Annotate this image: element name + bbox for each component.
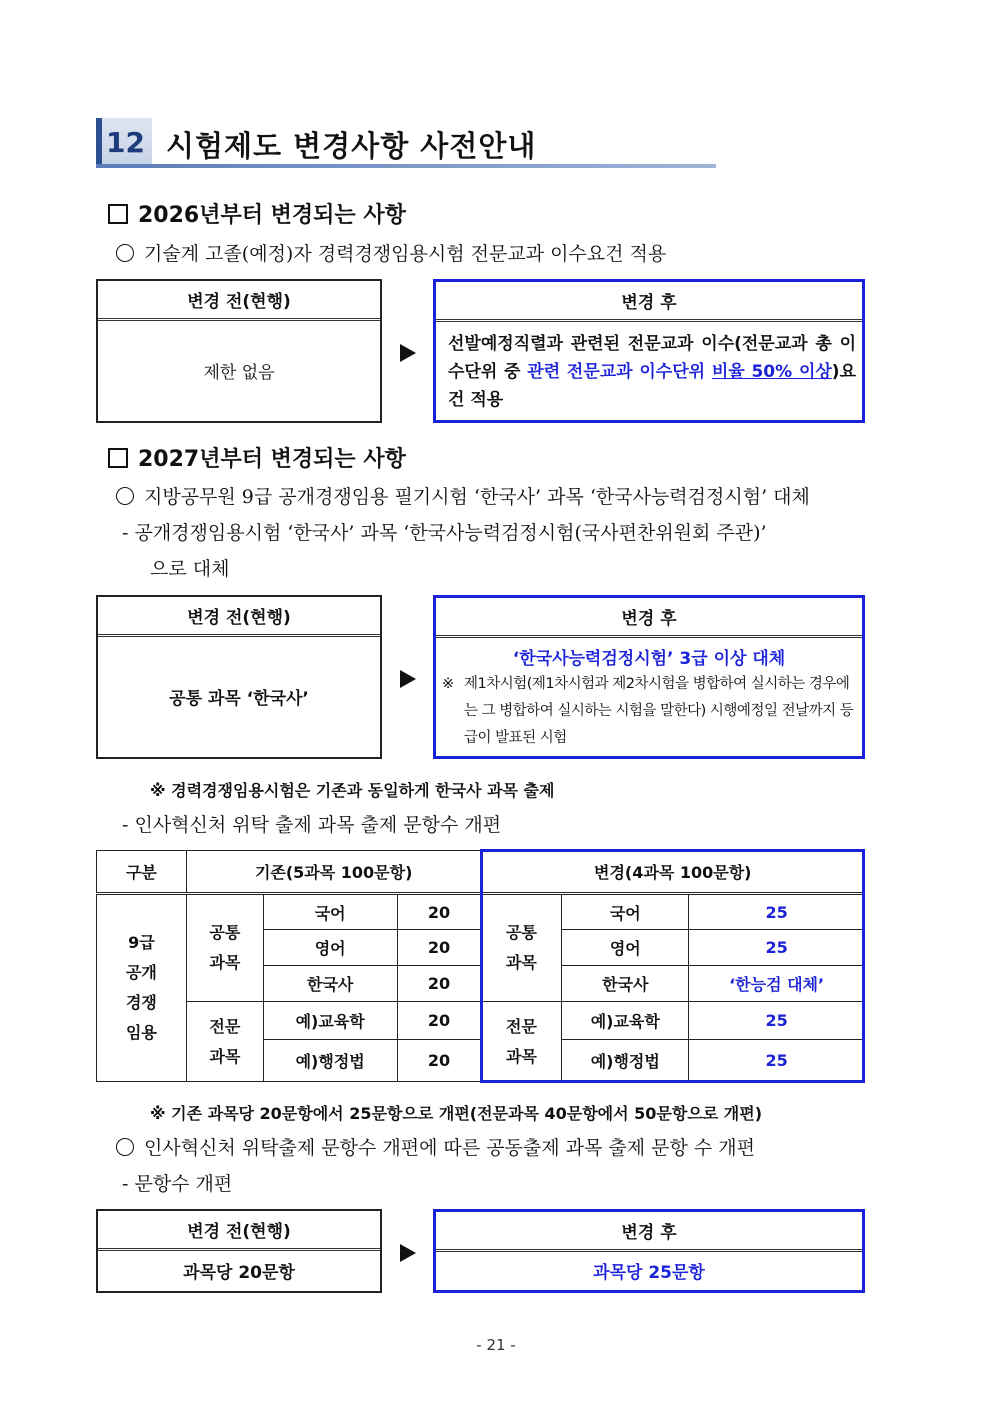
row-group-9th-grade: 9급 공개 경쟁 임용 [97,894,187,1082]
new-count: ‘한능검 대체’ [689,966,865,1002]
before-box-questions [96,1209,382,1293]
old-count: 20 [397,966,481,1002]
title-underline [96,164,716,168]
col-header-category: 구분 [97,851,187,894]
section-2027-sub1-line1: - 공개경쟁임용시험 ‘한국사’ 과목 ‘한국사능력검정시험(국사편찬위원회 주관)’ [122,522,767,544]
new-subject: 한국사 [562,966,689,1002]
old-subject: 예)행정법 [263,1040,397,1082]
arrow-right-icon [400,670,416,688]
after-label: 변경 후 [436,282,862,322]
note-career-exam: ※ 경력경쟁임용시험은 기존과 동일하게 한국사 과목 출제 [150,781,555,800]
old-subject: 예)교육학 [263,1002,397,1040]
arrow-right-icon [400,1244,416,1262]
circle-bullet-icon [116,487,134,505]
exam-comparison-table [96,850,865,1082]
col-header-old: 기존(5과목 100문항) [186,851,481,894]
old-subject: 영어 [263,930,397,966]
section-2026-heading [108,198,406,229]
before-label: 변경 전(현행) [98,597,380,637]
table-note: ※ 기존 과목당 20문항에서 25문항으로 개편(전문과목 40문항에서 50문항으로 개편) [150,1104,763,1123]
new-count: 25 [689,1002,865,1040]
page-title: 시험제도 변경사항 사전안내 [166,129,537,163]
before-box-2026 [96,279,382,423]
after-title: ‘한국사능력검정시험’ 3급 이상 대체 [512,649,786,669]
page-number: - 21 - [476,1336,516,1354]
before-label: 변경 전(현행) [98,281,380,321]
new-subject: 영어 [562,930,689,966]
after-note: ※ 제1차시험(제1차시험과 제2차시험을 병합하여 실시하는 경우에는 그 병합하여 실시하는 시험을 말한다) 시행예정일 전날까지 등급이 발표된 시험 [442,676,854,746]
new-major-label: 전문 과목 [481,1002,562,1082]
square-bullet-icon [108,204,128,224]
before-text: 제한 없음 [203,362,275,383]
after-box-2027 [433,595,865,759]
before-box-2027 [96,595,382,759]
section-2026-title: 2026년부터 변경되는 사항 [138,203,406,228]
after-text: 과목당 25문항 [593,1263,705,1283]
after-box-2026 [433,279,865,423]
new-count: 25 [689,1040,865,1082]
section-2026-item-text: 기술계 고졸(예정)자 경력경쟁임용시험 전문교과 이수요건 적용 [144,243,667,265]
after-text: 선발예정직렬과 관련된 전문교과 이수(전문교과 총 이수단위 중 관련 전문교과 이수단위 비율 50% 이상)요건 적용 [448,334,856,410]
old-common-label: 공통 과목 [186,894,263,1002]
section-2026-item [116,239,666,266]
old-count: 20 [397,1040,481,1082]
col-header-new: 변경(4과목 100문항) [481,851,865,894]
after-box-questions [433,1209,865,1293]
section-2027-item-text: 지방공무원 9급 공개경쟁임용 필기시험 ‘한국사’ 과목 ‘한국사능력검정시험’ 대체 [144,486,810,508]
section-2027-item [116,482,810,509]
section-3-sub: - 문항수 개편 [122,1173,233,1195]
before-label: 변경 전(현행) [98,1211,380,1251]
before-text: 공통 과목 ‘한국사’ [169,688,309,709]
arrow-right-icon [400,344,416,362]
new-subject: 국어 [562,894,689,930]
circle-bullet-icon [116,244,134,262]
section-3-item-text: 인사혁신처 위탁출제 문항수 개편에 따른 공동출제 과목 출제 문항 수 개편 [144,1137,756,1159]
new-count: 25 [689,930,865,966]
after-label: 변경 후 [436,1212,862,1252]
section-number: 12 [106,126,145,159]
section-3-item [116,1133,755,1160]
old-major-label: 전문 과목 [186,1002,263,1082]
section-2027-title: 2027년부터 변경되는 사항 [138,447,406,472]
old-count: 20 [397,930,481,966]
after-label: 변경 후 [436,598,862,638]
circle-bullet-icon [116,1138,134,1156]
square-bullet-icon [108,448,128,468]
new-subject: 예)행정법 [562,1040,689,1082]
old-subject: 국어 [263,894,397,930]
new-common-label: 공통 과목 [481,894,562,1002]
new-subject: 예)교육학 [562,1002,689,1040]
before-text: 과목당 20문항 [183,1262,295,1283]
section-2027-heading [108,442,406,473]
new-count: 25 [689,894,865,930]
section-2027-sub1-line2: 으로 대체 [150,558,230,580]
old-subject: 한국사 [263,966,397,1002]
section-2027-sub2: - 인사혁신처 위탁 출제 과목 출제 문항수 개편 [122,814,502,836]
old-count: 20 [397,1002,481,1040]
old-count: 20 [397,894,481,930]
